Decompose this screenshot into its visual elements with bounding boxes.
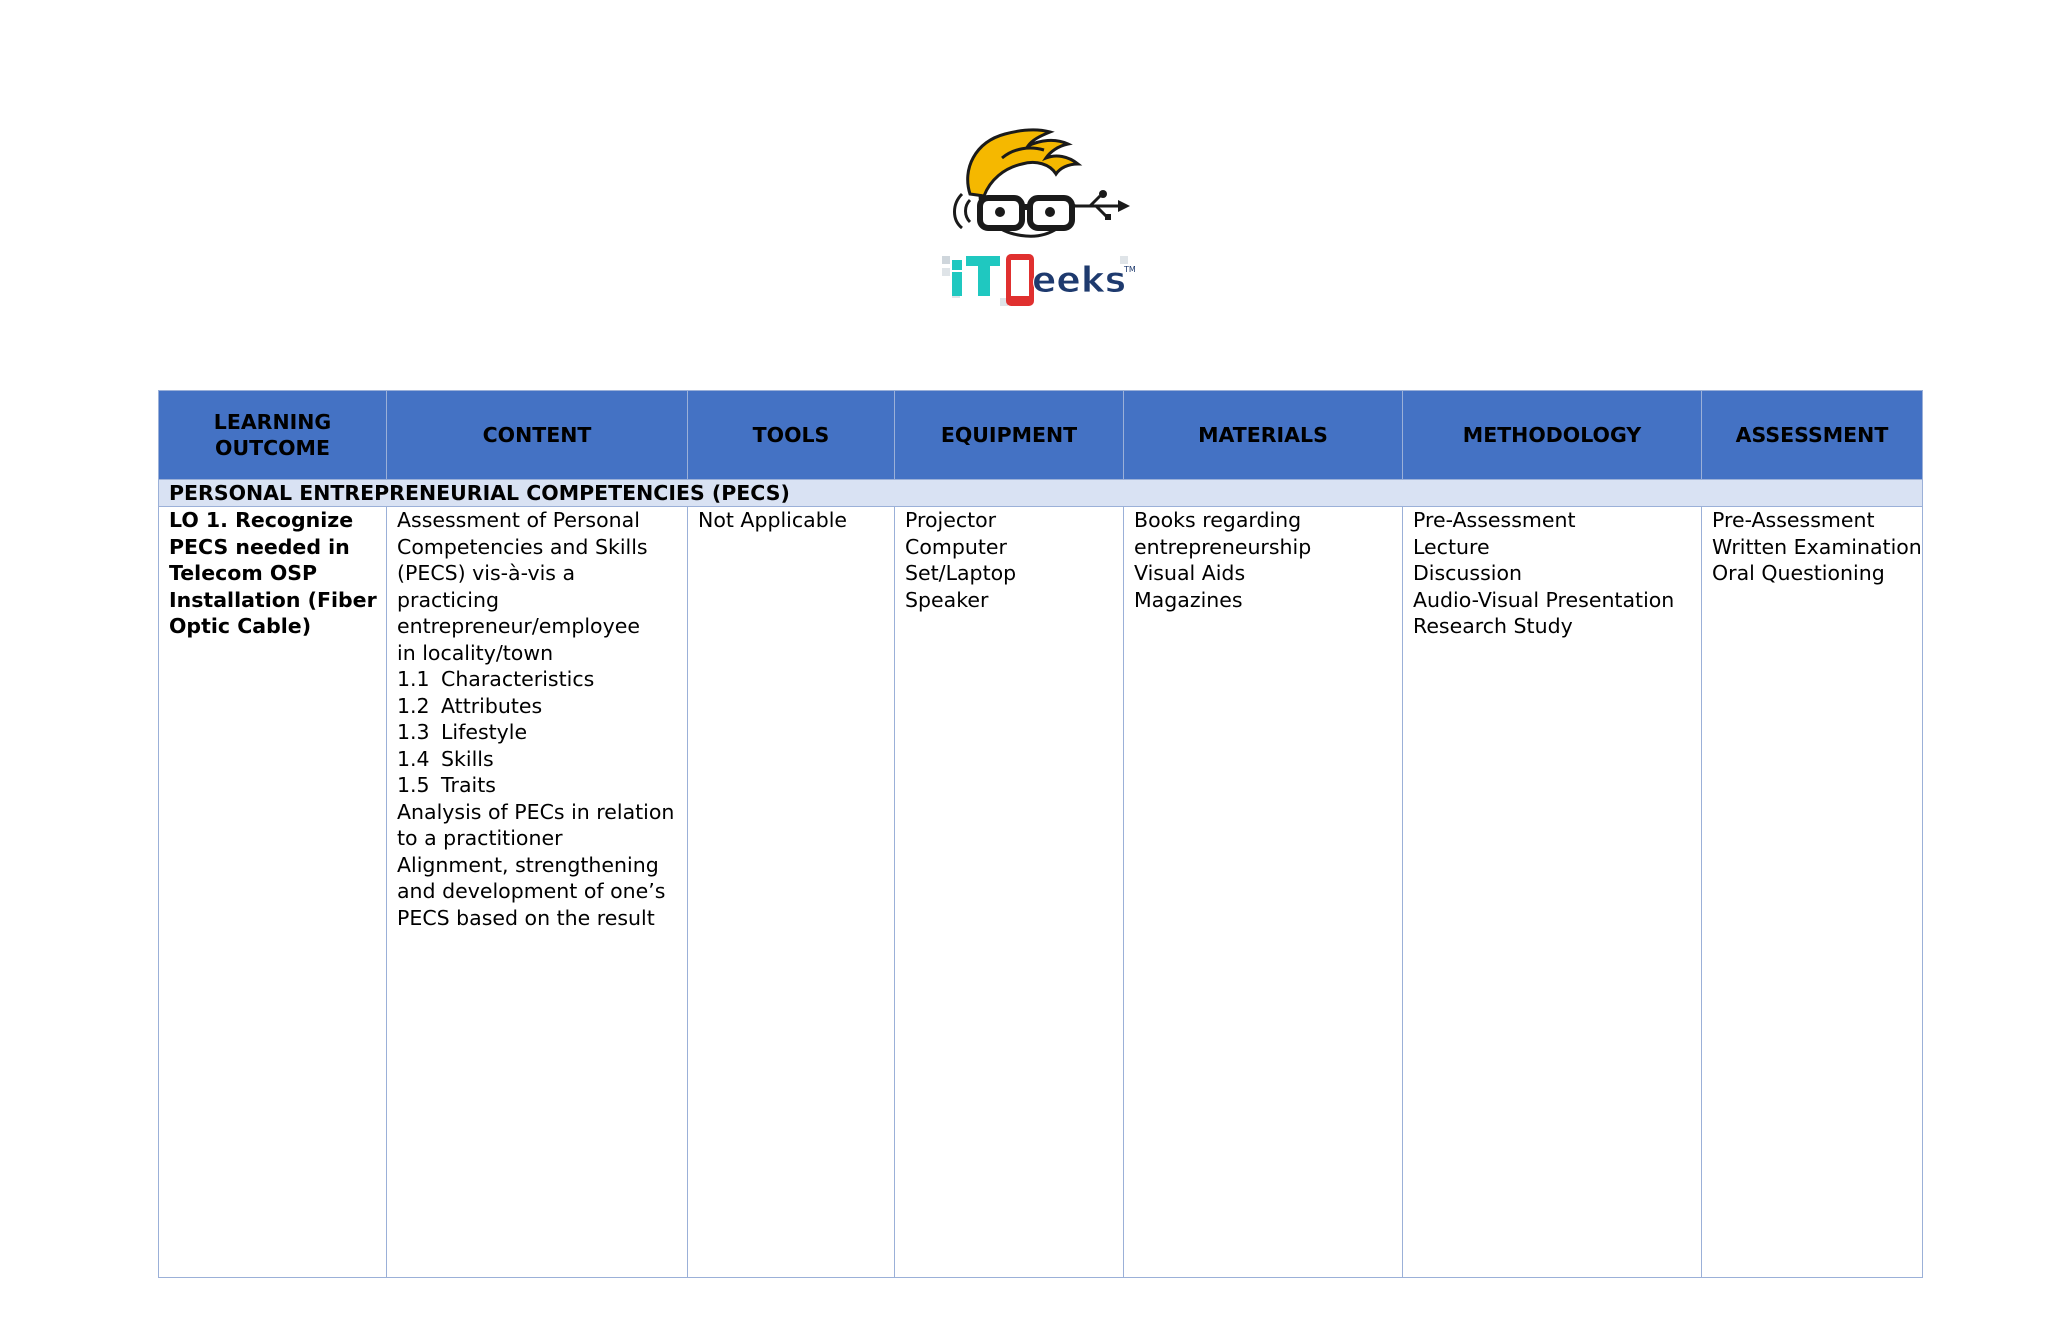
content-list-item: 1.3 Lifestyle bbox=[397, 720, 528, 744]
methodology-line: Research Study bbox=[1413, 614, 1573, 638]
itgeeks-logo bbox=[940, 124, 1140, 320]
content-cell bbox=[387, 507, 688, 1278]
lo-line: Telecom OSP bbox=[169, 561, 318, 585]
equipment-line: Speaker bbox=[905, 587, 989, 612]
equipment-line: Computer bbox=[905, 534, 1007, 559]
content-line: to a practitioner bbox=[397, 826, 563, 850]
content-list-item: 1.1 Characteristics bbox=[397, 667, 595, 691]
materials-cell bbox=[1124, 507, 1403, 1278]
methodology-line: Discussion bbox=[1413, 561, 1523, 585]
assessment-line: Pre-Assessment bbox=[1712, 508, 1875, 532]
header-methodology: METHODOLOGY bbox=[1403, 391, 1702, 480]
itgeeks-logo-icon bbox=[940, 124, 1140, 254]
header-equipment: EQUIPMENT bbox=[895, 391, 1124, 480]
table-row bbox=[159, 507, 1923, 1278]
materials-line: Magazines bbox=[1134, 587, 1243, 612]
lo-line: PECS needed in bbox=[169, 534, 350, 559]
content-line: PECS based on the result bbox=[397, 905, 655, 930]
content-line: and development of one’s bbox=[397, 879, 666, 903]
assessment-line: Oral Questioning bbox=[1712, 561, 1885, 585]
header-tools: TOOLS bbox=[688, 391, 895, 480]
header-assessment: ASSESSMENT bbox=[1702, 391, 1923, 480]
content-line: Competencies and Skills bbox=[397, 534, 648, 559]
methodology-line: Pre-Assessment bbox=[1413, 508, 1576, 532]
content-line: in locality/town bbox=[397, 640, 554, 665]
section-title: PERSONAL ENTREPRENEURIAL COMPETENCIES (PECS) bbox=[159, 480, 1923, 507]
itgeeks-wordmark bbox=[940, 246, 1140, 320]
content-line: Analysis of PECs in relation bbox=[397, 799, 675, 824]
logo-tm: TM bbox=[1124, 265, 1136, 274]
methodology-line: Lecture bbox=[1413, 534, 1490, 559]
equipment-line: Set/Laptop bbox=[905, 561, 1017, 585]
materials-line: entrepreneurship bbox=[1134, 534, 1312, 559]
tools-line: Not Applicable bbox=[698, 508, 848, 532]
lo-line: Installation (Fiber bbox=[169, 587, 377, 612]
content-line: practicing bbox=[397, 587, 499, 612]
methodology-line: Audio-Visual Presentation bbox=[1413, 587, 1675, 612]
assessment-line: Written Examination bbox=[1712, 534, 1922, 559]
equipment-line: Projector bbox=[905, 508, 997, 532]
methodology-cell bbox=[1403, 507, 1702, 1278]
lo-line: Optic Cable) bbox=[169, 614, 312, 638]
content-line: Assessment of Personal bbox=[397, 508, 640, 532]
equipment-cell bbox=[895, 507, 1124, 1278]
content-list-item: 1.5 Traits bbox=[397, 773, 496, 797]
content-list-item: 1.4 Skills bbox=[397, 746, 494, 771]
learning-outcome-cell bbox=[159, 507, 387, 1278]
lo-line: LO 1. Recognize bbox=[169, 508, 354, 532]
content-line: entrepreneur/employee bbox=[397, 614, 640, 638]
table-header-row bbox=[159, 391, 1923, 480]
content-list-item: 1.2 Attributes bbox=[397, 693, 543, 718]
materials-line: Books regarding bbox=[1134, 508, 1302, 532]
content-line: (PECS) vis-à-vis a bbox=[397, 561, 576, 585]
content-line: Alignment, strengthening bbox=[397, 852, 659, 877]
tools-cell bbox=[688, 507, 895, 1278]
header-content: CONTENT bbox=[387, 391, 688, 480]
assessment-cell bbox=[1702, 507, 1923, 1278]
logo-wordmark-text: eeks bbox=[1032, 260, 1127, 301]
header-materials: MATERIALS bbox=[1124, 391, 1403, 480]
header-learning-outcome: LEARNING OUTCOME bbox=[159, 391, 387, 480]
materials-line: Visual Aids bbox=[1134, 561, 1246, 585]
section-row bbox=[159, 480, 1923, 507]
learning-plan-table bbox=[158, 390, 1923, 1278]
